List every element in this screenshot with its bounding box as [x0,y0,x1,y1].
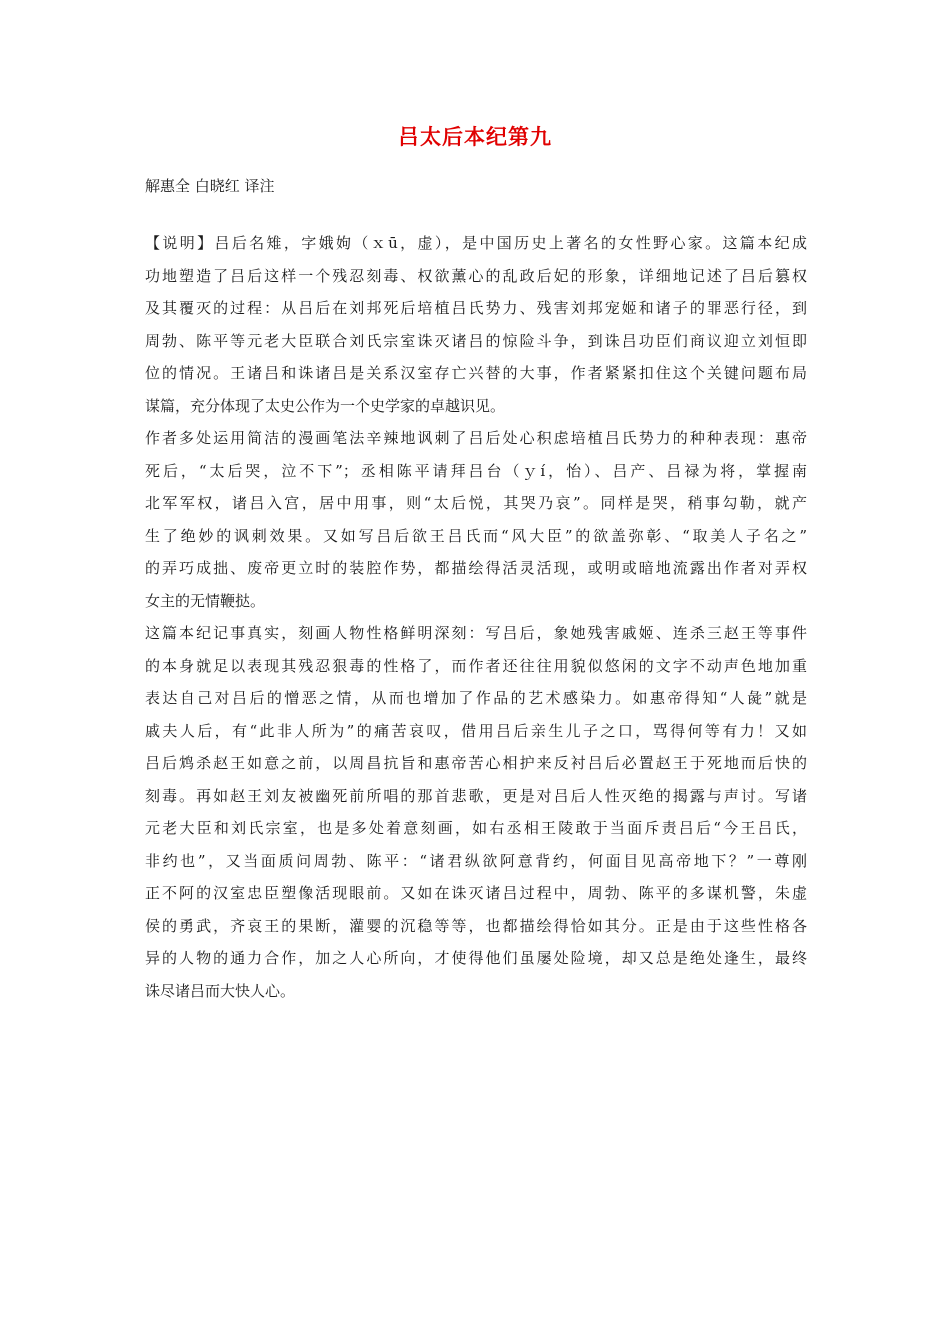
text-line: 死后，“太后哭，泣不下”；丞相陈平请拜吕台（ｙí，怡）、吕产、吕禄为将，掌握南 [145,461,807,480]
text-line: 北军军权，诸吕入宫，居中用事，则“太后悦，其哭乃哀”。同样是哭，稍事勾勒，就产 [145,494,807,512]
text-line: 的弄巧成拙、废帝更立时的装腔作势，都描绘得活灵活现，或明或暗地流露出作者对弄权 [145,559,807,577]
text-line: 【说明】吕后名雉，字娥姁（ｘū，虚），是中国历史上著名的女性野心家。这篇本纪成 [145,234,807,252]
satire-paragraph [145,422,807,617]
characters-paragraph [145,617,807,1007]
document-title: 吕太后本纪第九 [398,124,552,149]
text-line: 吕后鸩杀赵王如意之前，以周昌抗旨和惠帝苦心相护来反衬吕后必置赵王于死地而后快的 [145,754,807,772]
text-line: 元老大臣和刘氏宗室，也是多处着意刻画，如右丞相王陵敢于当面斥责吕后“今王吕氏， [145,819,807,837]
document-body [145,227,807,1007]
intro-paragraph [145,227,807,422]
text-line: 非约也”，又当面质问周勃、陈平：“诸君纵欲阿意背约，何面目见高帝地下？”一尊刚 [145,851,807,870]
text-line: 位的情况。王诸吕和诛诸吕是关系汉室存亡兴替的大事，作者紧紧扣住这个关键问题布局 [145,364,807,382]
text-line: 的本身就足以表现其残忍狠毒的性格了，而作者还往往用貌似悠闲的文字不动声色地加重 [145,656,807,675]
text-line: 正不阿的汉室忠臣塑像活现眼前。又如在诛灭诸吕过程中，周勃、陈平的多谋机警，朱虚 [145,884,807,902]
text-line: 周勃、陈平等元老大臣联合刘氏宗室诛灭诸吕的惊险斗争，到诛吕功臣们商议迎立刘恒即 [145,331,807,350]
text-line: 这篇本纪记事真实，刻画人物性格鲜明深刻：写吕后，象她残害戚姬、连杀三赵王等事件 [145,624,807,642]
text-line: 表达自己对吕后的憎恶之情，从而也增加了作品的艺术感染力。如惠帝得知“人彘”就是 [145,689,807,707]
text-line: 及其覆灭的过程：从吕后在刘邦死后培植吕氏势力、残害刘邦宠姬和诸子的罪恶行径，到 [145,299,807,317]
text-line: 戚夫人后，有“此非人所为”的痛苦哀叹，借用吕后亲生儿子之口，骂得何等有力！又如 [145,721,807,740]
text-line: 侯的勇武，齐哀王的果断，灌婴的沉稳等等，也都描绘得恰如其分。正是由于这些性格各 [145,916,807,935]
text-line: 作者多处运用简洁的漫画笔法辛辣地讽刺了吕后处心积虑培植吕氏势力的种种表现：惠帝 [145,429,807,447]
text-line: 谋篇，充分体现了太史公作为一个史学家的卓越识见。 [145,396,506,415]
document-authors: 解惠全 白晓红 译注 [145,177,275,195]
text-line: 功地塑造了吕后这样一个残忍刻毒、权欲薰心的乱政后妃的形象，详细地记述了吕后篡权 [145,266,807,285]
text-line: 异的人物的通力合作，加之人心所向，才使得他们虽屡处险境，却又总是绝处逢生，最终 [145,949,807,967]
text-line: 女主的无情鞭挞。 [145,591,266,610]
text-line: 诛尽诸吕而大快人心。 [145,981,296,1000]
text-line: 刻毒。再如赵王刘友被幽死前所唱的那首悲歌，更是对吕后人性灭绝的揭露与声讨。写诸 [145,786,807,805]
text-line: 生了绝妙的讽刺效果。又如写吕后欲王吕氏而“风大臣”的欲盖弥彰、“取美人子名之” [145,526,807,545]
